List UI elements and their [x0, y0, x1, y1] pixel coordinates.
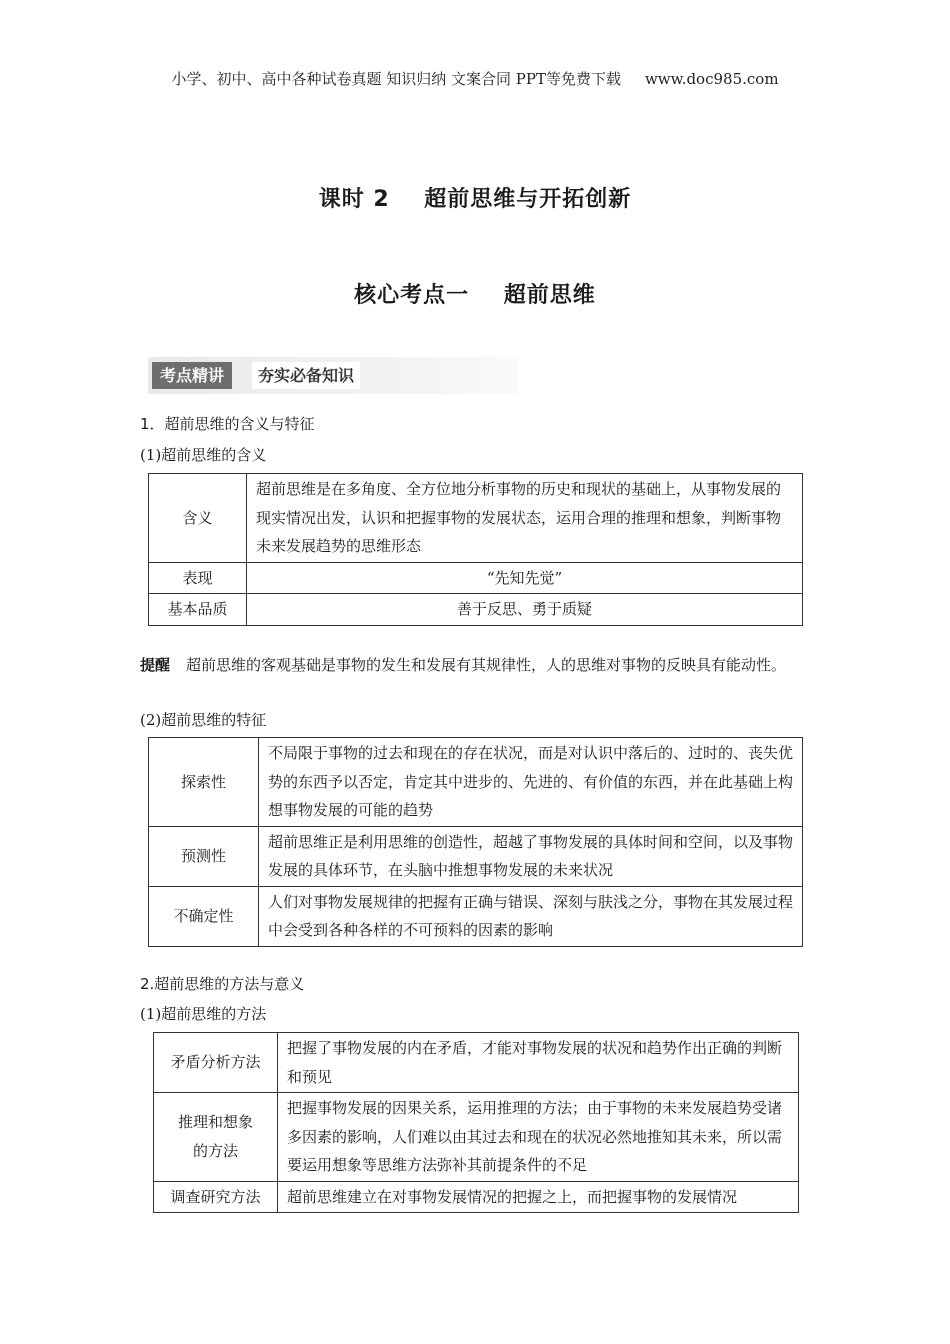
- table-row: [149, 738, 803, 827]
- section2-part1-heading: (1)超前思维的方法: [140, 1005, 267, 1023]
- table-row: [149, 594, 803, 626]
- table-value: 善于反思、勇于质疑: [247, 594, 803, 626]
- definition-table: [148, 473, 803, 626]
- table-row: [149, 474, 803, 563]
- table-value: 超前思维是在多角度、全方位地分析事物的历史和现状的基础上，从事物发展的现实情况出发，认识和把握事物的发展状态，运用合理的推理和想象，判断事物未来发展趋势的思维形态: [247, 474, 803, 563]
- section2-heading: 2.超前思维的方法与意义: [140, 975, 305, 993]
- section1-heading: 1．超前思维的含义与特征: [140, 415, 315, 433]
- table-value: 超前思维正是利用思维的创造性，超越了事物发展的具体时间和空间，以及事物发展的具体环节，在头脑中推想事物发展的未来状况: [259, 826, 803, 886]
- lesson-title: 课时 2 超前思维与开拓创新: [318, 187, 632, 212]
- table-key: 调查研究方法: [154, 1181, 278, 1213]
- page-header: [0, 68, 950, 89]
- reminder-label: 提醒: [140, 656, 171, 674]
- table-key: 矛盾分析方法: [154, 1033, 278, 1093]
- table-key: 预测性: [149, 826, 259, 886]
- header-url[interactable]: www.doc985.com: [644, 70, 779, 88]
- table-key: 探索性: [149, 738, 259, 827]
- table-row: [149, 886, 803, 946]
- table-row: [149, 562, 803, 594]
- table-value: “先知先觉”: [247, 562, 803, 594]
- table-row: [149, 826, 803, 886]
- table-value: 人们对事物发展规律的把握有正确与错误、深刻与肤浅之分，事物在其发展过程中会受到各种各样的不可预料的因素的影响: [259, 886, 803, 946]
- table-row: [154, 1093, 799, 1182]
- table-key: 不确定性: [149, 886, 259, 946]
- table-row: [154, 1181, 799, 1213]
- table-key: 推理和想象的方法: [154, 1093, 278, 1182]
- features-table: [148, 737, 803, 947]
- section1-part2-heading: (2)超前思维的特征: [140, 711, 267, 729]
- reminder-note: [140, 650, 820, 680]
- table-row: [154, 1033, 799, 1093]
- table-key: 表现: [149, 562, 247, 594]
- reminder-text: 超前思维的客观基础是事物的发生和发展有其规律性，人的思维对事物的反映具有能动性。: [186, 656, 787, 674]
- banner-tag: 考点精讲: [152, 362, 232, 389]
- table-value: 把握事物发展的因果关系，运用推理的方法；由于事物的未来发展趋势受诸多因素的影响，人们难以由其过去和现在的状况必然地推知其未来，所以需要运用想象等思维方法弥补其前提条件的不足: [278, 1093, 799, 1182]
- section-banner: [148, 357, 518, 394]
- table-key: 基本品质: [149, 594, 247, 626]
- table-value: 超前思维建立在对事物发展情况的把握之上，而把握事物的发展情况: [278, 1181, 799, 1213]
- point-title: 核心考点一 超前思维: [354, 283, 596, 308]
- table-value: 把握了事物发展的内在矛盾，才能对事物发展的状况和趋势作出正确的判断和预见: [278, 1033, 799, 1093]
- section1-part1-heading: (1)超前思维的含义: [140, 446, 267, 464]
- table-value: 不局限于事物的过去和现在的存在状况，而是对认识中落后的、过时的、丧失优势的东西予以否定，肯定其中进步的、先进的、有价值的东西，并在此基础上构想事物发展的可能的趋势: [259, 738, 803, 827]
- header-left-text: 小学、初中、高中各种试卷真题 知识归纳 文案合同 PPT等免费下载: [171, 70, 621, 88]
- table-key: 含义: [149, 474, 247, 563]
- banner-subtitle: 夯实必备知识: [252, 362, 360, 389]
- methods-table: [153, 1032, 799, 1213]
